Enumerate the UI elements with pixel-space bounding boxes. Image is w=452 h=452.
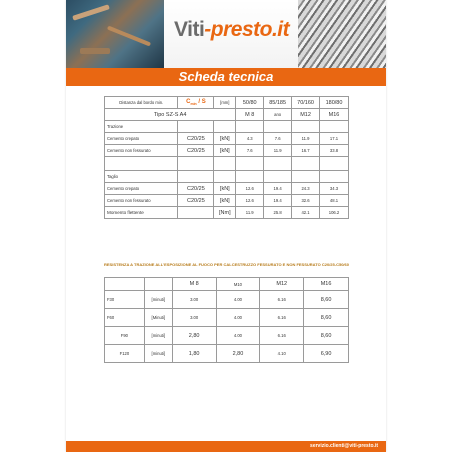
section-title: Taglio xyxy=(105,171,178,183)
fire-resistance-note: RESISTENZA A TRAZIONE ALL'ESPOSIZIONE AL FUOCO PER CALCESTRUZZO FESSURATO E NON FESSURATO C20/25-C50/60 xyxy=(104,262,349,267)
fire-table xyxy=(104,277,349,363)
screws-photo xyxy=(298,0,386,68)
page-title: Scheda tecnica xyxy=(178,69,274,84)
table-row: Tipo SZ-S A4 M 8 ano M12 M16 xyxy=(105,109,349,121)
table-row: Cemento crepato C20/25 [kN] 12.6 19.4 24.3 34.3 xyxy=(105,183,349,195)
brand-logo: Viti-presto.it xyxy=(174,18,290,41)
spacer-row xyxy=(105,157,349,171)
table-row: M 8 M10 M12 M16 xyxy=(105,278,349,291)
table-row: F30 [minuti] 3.00 4.00 6.16 8,60 xyxy=(105,291,349,309)
table-row: Cemento non fessurato C20/25 [kN] 7.6 11.9 16.7 33.8 xyxy=(105,145,349,157)
table-row: Distanza dal bordo min. $C_{min}$ / S [mm] 50/80 85/185 70/160 180/80 xyxy=(105,97,349,109)
specs-table xyxy=(104,96,349,219)
footer-bar xyxy=(66,441,386,452)
footer-email-link[interactable]: servizio.clienti@viti-presto.it xyxy=(310,443,378,449)
table-row: Cemento non fessurato C20/25 [kN] 12.6 19.4 32.6 48.1 xyxy=(105,195,349,207)
table-row: F90 [minuti] 2,80 4.00 6.16 8,60 xyxy=(105,327,349,345)
symbol-cell: $C_{min}$ / S xyxy=(178,97,214,109)
section-title: Trazione xyxy=(105,121,178,133)
table-row: F60 [Minuti] 3.00 4.00 6.16 8,60 xyxy=(105,309,349,327)
tools-photo xyxy=(66,0,164,68)
logo-area xyxy=(164,0,298,68)
type-label: Tipo SZ-S A4 xyxy=(105,109,236,121)
table-row: Momento flettente [Nm] 11.9 25.8 42.1 106.2 xyxy=(105,207,349,219)
distance-label: Distanza dal bordo min. xyxy=(105,97,178,109)
datasheet-page xyxy=(66,0,386,452)
section-row xyxy=(105,171,349,183)
table-row: Cemento crepato C20/25 [kN] 4.3 7.6 11.9 17.1 xyxy=(105,133,349,145)
section-row xyxy=(105,121,349,133)
header-banner xyxy=(66,0,386,68)
table-row: F120 [minuti] 1,80 2,80 4.10 6,90 xyxy=(105,345,349,363)
